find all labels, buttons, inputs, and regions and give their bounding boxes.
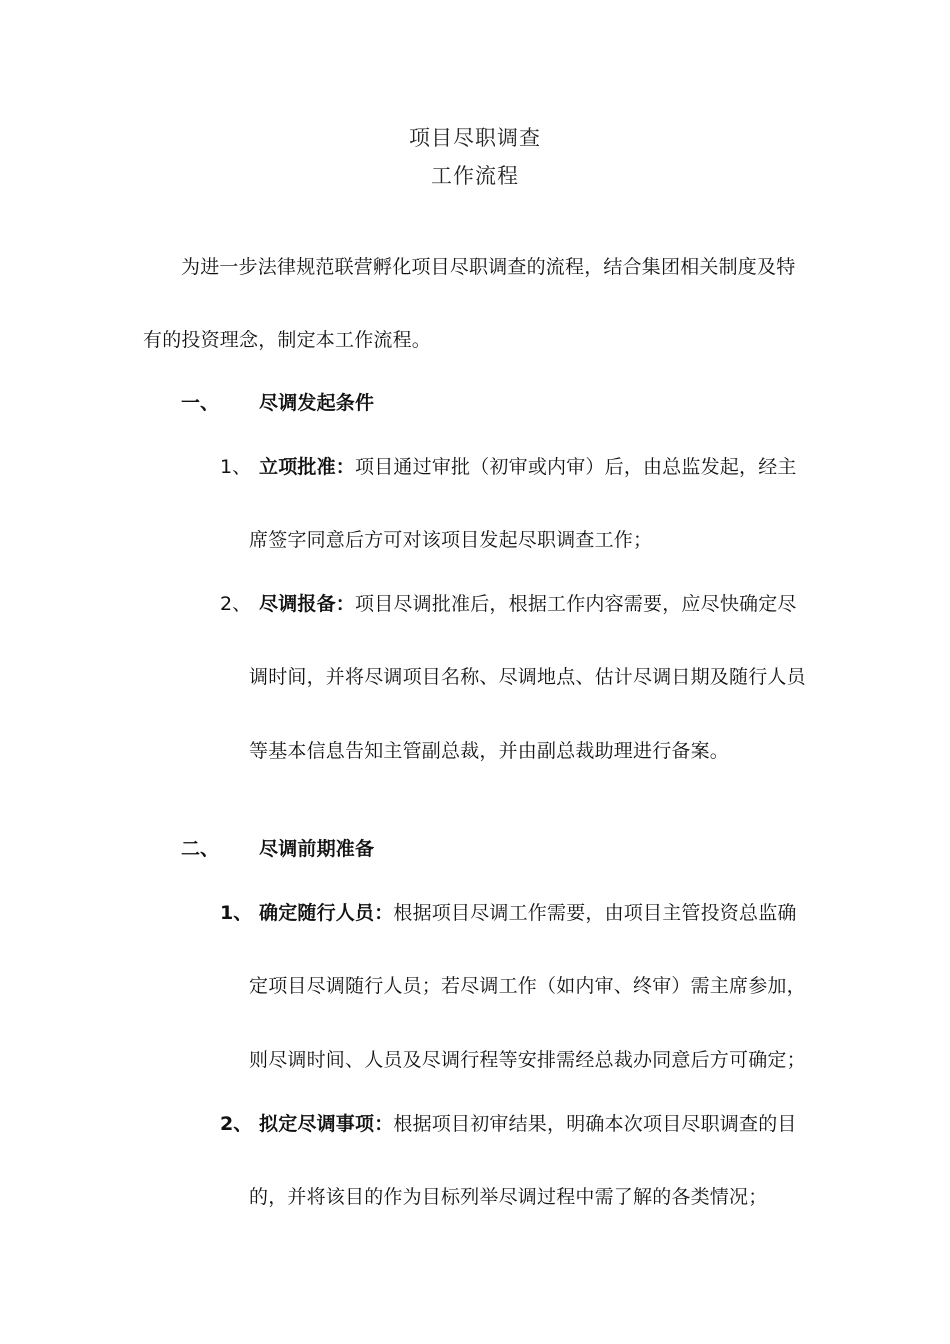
section-2-heading: 尽调前期准备 [259, 838, 375, 860]
section-1-item-1-line2: 席签字同意后方可对该项目发起尽职调查工作； [249, 529, 653, 551]
section-1-item-2-line3: 等基本信息告知主管副总裁，并由副总裁助理进行备案。 [249, 740, 730, 762]
section-1-number: 一、 [181, 392, 220, 414]
section-2-item-1-line3: 则尽调时间、人员及尽调行程等安排需经总裁办同意后方可确定； [249, 1049, 806, 1071]
section-1-item-1-number: 1、 [220, 456, 252, 478]
section-2-number: 二、 [181, 838, 220, 860]
section-1-heading: 尽调发起条件 [259, 392, 375, 414]
intro-paragraph-line2: 有的投资理念，制定本工作流程。 [143, 329, 432, 351]
section-1-item-2-text1: 项目尽调批准后，根据工作内容需要，应尽快确定尽 [355, 593, 797, 615]
intro-paragraph-line1: 为进一步法律规范联营孵化项目尽职调查的流程，结合集团相关制度及特 [181, 256, 796, 278]
section-2-item-2-text1: 根据项目初审结果，明确本次项目尽职调查的目 [393, 1113, 797, 1135]
section-1-item-2-line2: 调时间，并将尽调项目名称、尽调地点、估计尽调日期及随行人员 [249, 666, 806, 688]
section-2-item-1-label: 确定随行人员： [259, 902, 394, 924]
section-2-item-1-line2: 定项目尽调随行人员；若尽调工作（如内审、终审）需主席参加， [249, 975, 806, 997]
section-1-item-1-label: 立项批准： [259, 456, 356, 478]
section-1-item-1-line1 [259, 452, 797, 479]
section-1-item-2-label: 尽调报备： [259, 593, 356, 615]
section-2-item-2-number: 2、 [220, 1113, 253, 1135]
section-2-item-2-label: 拟定尽调事项： [259, 1113, 394, 1135]
section-2-item-2-line2: 的，并将该目的作为目标列举尽调过程中需了解的各类情况； [249, 1186, 768, 1208]
document-title-line1: 项目尽职调查 [409, 126, 541, 150]
section-1-item-2-number: 2、 [220, 593, 252, 615]
section-2-item-1-number: 1、 [220, 902, 253, 924]
document-title-line2: 工作流程 [431, 164, 519, 188]
section-1-item-2-line1 [259, 589, 797, 616]
section-2-item-1-line1 [259, 898, 797, 925]
section-2-item-1-text1: 根据项目尽调工作需要，由项目主管投资总监确 [393, 902, 797, 924]
section-1-item-1-text1: 项目通过审批（初审或内审）后，由总监发起，经主 [355, 456, 797, 478]
section-2-item-2-line1 [259, 1109, 797, 1136]
